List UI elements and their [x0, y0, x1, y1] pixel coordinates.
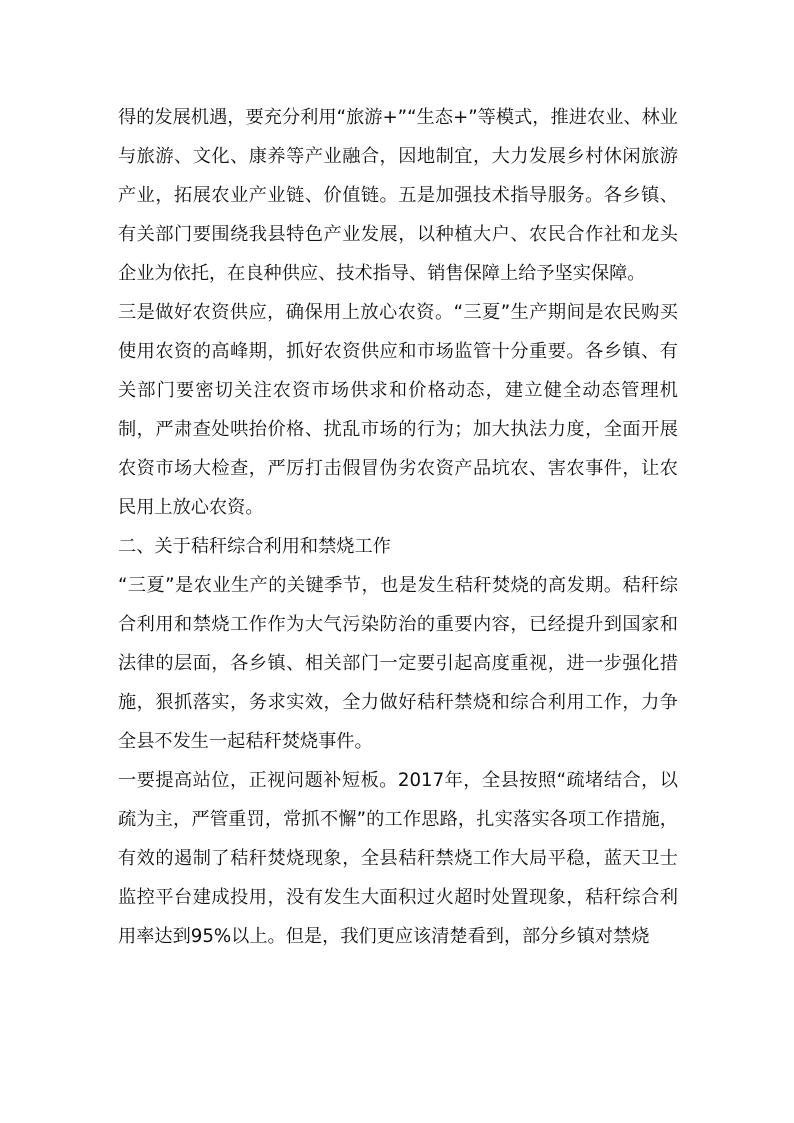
- paragraph-raise-standpoint: 一要提高站位，正视问题补短板。2017年，全县按照“疏堵结合，以疏为主，严管重罚，常抓不懈”的工作思路，扎实落实各项工作措施，有效的遏制了秸秆焚烧现象，全县秸秆禁烧工作大局平稳，蓝天卫士监控平台建成投用，没有发生大面积过火超时处置现象，秸秆综合利用率达到95%以上。但是，我们更应该清楚看到，部分乡镇对禁烧: [118, 770, 678, 947]
- paragraph-tourism-integration: 得的发展机遇，要充分利用“旅游+”“生态+”等模式，推进农业、林业与旅游、文化、康养等产业融合，因地制宜，大力发展乡村休闲旅游产业，拓展农业产业链、价值链。五是加强技术指导服务。各乡镇、有关部门要围绕我县特色产业发展，以种植大户、农民合作社和龙头企业为依托，在良种供应、技术指导、销售保障上给予坚实保障。: [118, 107, 678, 284]
- section-heading-straw: 二、关于秸秆综合利用和禁烧工作: [118, 536, 391, 557]
- paragraph-agricultural-supplies: 三是做好农资供应，确保用上放心农资。“三夏”生产期间是农民购买使用农资的高峰期，抓好农资供应和市场监管十分重要。各乡镇、有关部门要密切关注农资市场供求和价格动态，建立健全动态管理机制，严肃查处哄抬价格、扰乱市场的行为；加大执法力度，全面开展农资市场大检查，严厉打击假冒伪劣农资产品坑农、害农事件，让农民用上放心农资。: [118, 302, 678, 518]
- document-body: [118, 98, 678, 956]
- paragraph-straw-burning-intro: “三夏”是农业生产的关键季节，也是发生秸秆焚烧的高发期。秸秆综合利用和禁烧工作作为大气污染防治的重要内容，已经提升到国家和法律的层面，各乡镇、相关部门一定要引起高度重视，进一步强化措施，狠抓落实，务求实效，全力做好秸秆禁烧和综合利用工作，力争全县不发生一起秸秆焚烧事件。: [118, 575, 678, 752]
